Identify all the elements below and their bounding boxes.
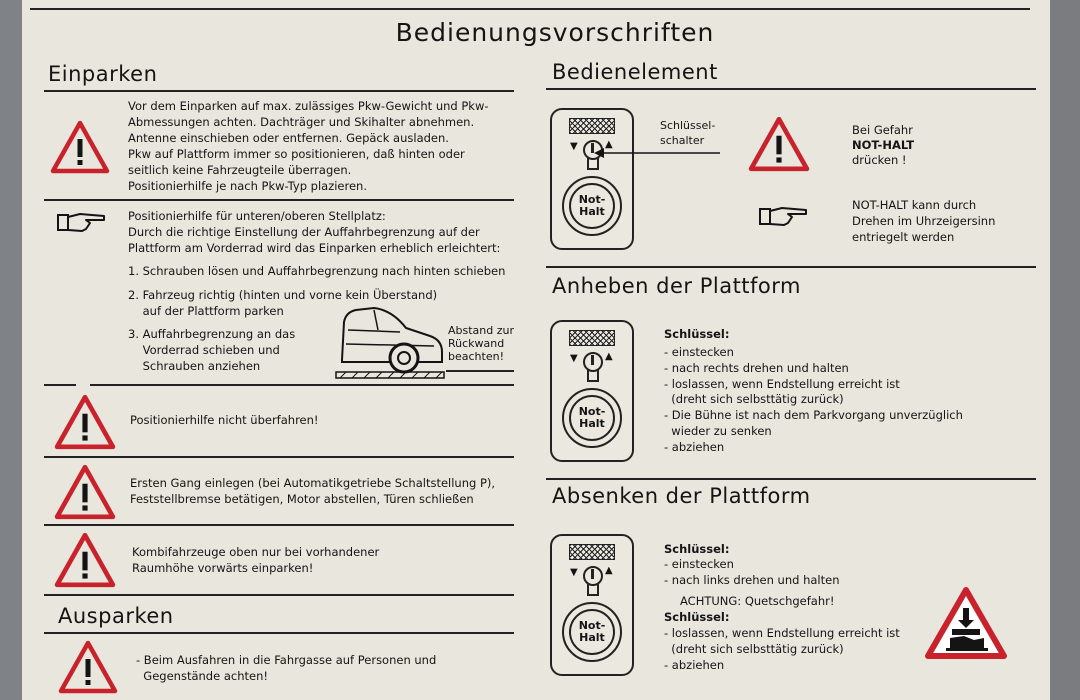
absenken-steps-2: - loslassen, wenn Endstellung erreicht ist (dreht sich selbsttätig zurück) - abziehen — [664, 626, 900, 672]
heading-absenken: Absenken der Plattform — [552, 484, 811, 508]
divider — [546, 88, 1036, 90]
divider — [44, 456, 514, 458]
arrow-left-icon: ▼ — [570, 141, 578, 152]
ausparken-text: - Beim Ausfahren in die Fahrgasse auf Personen und Gegenstände achten! — [136, 653, 437, 683]
control-panel-diagram — [550, 108, 634, 250]
not-halt-button: Not- Halt — [569, 183, 615, 229]
step-3: 3. Auffahrbegrenzung an das Vorderrad schieben und Schrauben anziehen — [128, 327, 296, 373]
divider — [44, 90, 514, 92]
divider — [44, 524, 514, 526]
divider — [44, 594, 514, 596]
speaker-grille — [569, 544, 615, 560]
warning-gang-einlegen: Ersten Gang einlegen (bei Automatikgetriebe Schaltstellung P), Feststellbremse betätigen, Motor abstellen, Türen schließen — [130, 476, 496, 506]
divider — [90, 384, 514, 386]
heading-ausparken: Ausparken — [58, 604, 174, 628]
anheben-schluessel-label: Schlüssel: — [664, 327, 730, 341]
warning-triangle-icon — [54, 464, 116, 520]
einparken-line-6: Positionierhilfe je nach Pkw-Typ plazieren. — [128, 179, 367, 193]
divider — [44, 199, 514, 201]
arrow-left-icon: ▼ — [570, 567, 578, 578]
arrow-left-icon: ▼ — [570, 353, 578, 364]
divider — [446, 370, 514, 372]
gefahr-line-3: drücken ! — [852, 153, 907, 167]
divider — [44, 384, 76, 386]
heading-bedienelement: Bedienelement — [552, 60, 718, 84]
pointer-arrow-icon — [592, 146, 722, 160]
abstand-note: Abstand zur Rückwand beachten! — [448, 324, 515, 363]
anheben-steps: - einstecken - nach rechts drehen und halten - loslassen, wenn Endstellung erreicht ist (dreht sich selbsttätig zurück) - Die Bühne ist nach dem Parkvorgang unverzüglich wieder zu senken - abziehen — [664, 345, 963, 454]
achtung-note: ACHTUNG: Quetschgefahr! — [680, 594, 835, 608]
heading-anheben: Anheben der Plattform — [552, 274, 801, 298]
einparken-line-5: seitlich keine Fahrzeugteile überragen. — [128, 163, 352, 177]
einparken-line-2: Abmessungen achten. Dachträger und Skihalter abnehmen. — [128, 115, 475, 129]
divider — [44, 632, 514, 634]
gefahr-line-1: Bei Gefahr — [852, 123, 913, 137]
absenken-schluessel-label-2: Schlüssel: — [664, 610, 730, 624]
pointing-hand-icon — [758, 204, 810, 230]
page-title: Bedienungsvorschriften — [395, 18, 715, 47]
einparken-line-4: Pkw auf Plattform immer so positionieren, daß hinten oder — [128, 147, 465, 161]
not-halt-button: Not- Halt — [569, 609, 615, 655]
not-halt-button: Not- Halt — [569, 395, 615, 441]
arrow-right-icon: ▲ — [605, 565, 613, 576]
arrow-right-icon: ▲ — [605, 139, 613, 150]
position-line-2: Durch die richtige Einstellung der Auffahrbegrenzung auf der — [128, 225, 480, 239]
warning-triangle-icon — [748, 116, 810, 172]
speaker-grille — [569, 330, 615, 346]
key-switch-icon — [583, 566, 603, 586]
step-2: 2. Fahrzeug richtig (hinten und vorne kein Überstand) auf der Plattform parken — [128, 288, 438, 318]
arrow-right-icon: ▲ — [605, 351, 613, 362]
speaker-grille — [569, 118, 615, 134]
warning-triangle-icon — [50, 120, 110, 174]
schluesselschalter-label: Schlüssel- schalter — [660, 119, 716, 147]
key-switch-icon — [583, 352, 603, 372]
divider — [546, 266, 1036, 268]
car-on-platform-illustration — [334, 300, 446, 380]
absenken-schluessel-label-1: Schlüssel: — [664, 542, 730, 556]
crush-hazard-icon — [924, 586, 1008, 660]
einparken-line-1: Vor dem Einparken auf max. zulässiges Pkw-Gewicht und Pkw- — [128, 99, 489, 113]
position-line-3: Plattform am Vorderrad wird das Einparken erheblich erleichtert: — [128, 241, 501, 255]
position-line-1: Positionierhilfe für unteren/oberen Stellplatz: — [128, 209, 386, 223]
warning-positionierhilfe: Positionierhilfe nicht überfahren! — [130, 413, 319, 427]
einparken-line-3: Antenne einschieben oder entfernen. Gepäck ausladen. — [128, 131, 449, 145]
heading-einparken: Einparken — [48, 62, 158, 86]
absenken-steps-1: - einstecken - nach links drehen und halten — [664, 557, 840, 587]
control-panel-diagram — [550, 320, 634, 462]
control-panel-diagram — [550, 534, 634, 676]
pointing-hand-icon — [56, 210, 108, 236]
top-frame-line — [30, 0, 1030, 10]
warning-triangle-icon — [54, 394, 116, 450]
gefahr-line-2: NOT-HALT — [852, 138, 915, 152]
warning-kombifahrzeuge: Kombifahrzeuge oben nur bei vorhandener Raumhöhe vorwärts einparken! — [132, 545, 380, 575]
nothalt-info: NOT-HALT kann durch Drehen im Uhrzeigersinn entriegelt werden — [852, 198, 996, 244]
step-1: 1. Schrauben lösen und Auffahrbegrenzung nach hinten schieben — [128, 264, 506, 278]
warning-triangle-icon — [54, 532, 116, 588]
divider — [546, 478, 1036, 480]
warning-triangle-icon — [58, 640, 118, 694]
